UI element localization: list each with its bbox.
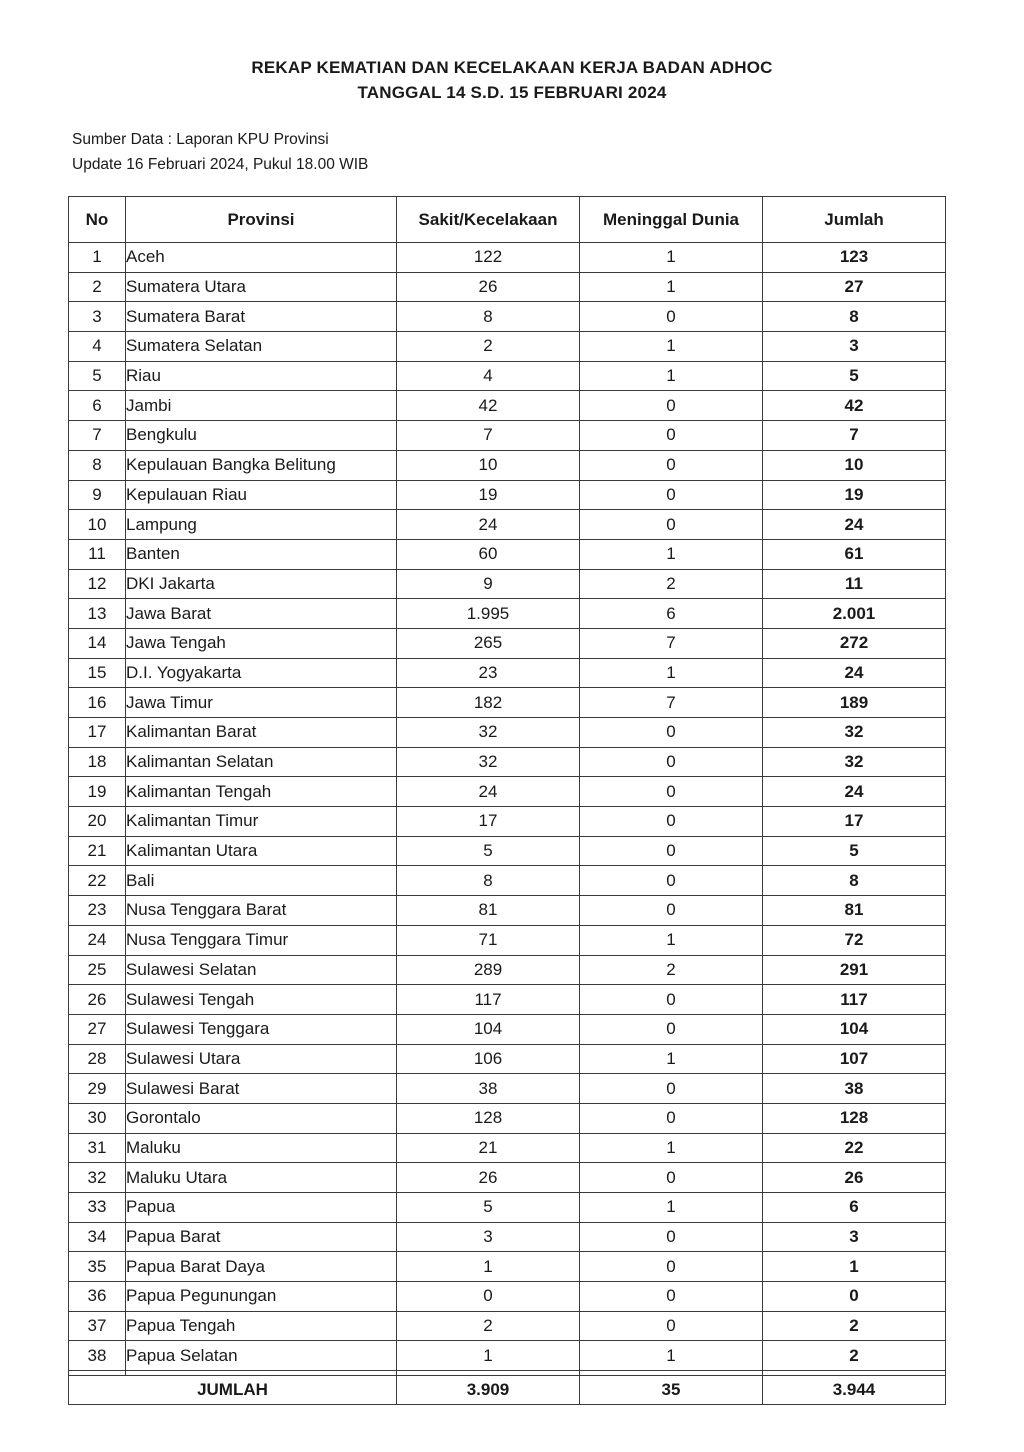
cell-no: 8 [69,450,126,480]
cell-provinsi: Lampung [126,510,397,540]
table-row [69,836,946,866]
cell-jumlah: 42 [763,391,946,421]
cell-provinsi: Jawa Tengah [126,628,397,658]
cell-no: 25 [69,955,126,985]
cell-sakit-kecelakaan: 42 [397,391,580,421]
table-row [69,1282,946,1312]
cell-sakit-kecelakaan: 32 [397,747,580,777]
cell-provinsi: Nusa Tenggara Timur [126,925,397,955]
cell-meninggal-dunia: 0 [580,391,763,421]
cell-sakit-kecelakaan: 5 [397,1193,580,1223]
cell-no: 30 [69,1103,126,1133]
cell-sakit-kecelakaan: 265 [397,628,580,658]
cell-provinsi: DKI Jakarta [126,569,397,599]
cell-jumlah: 291 [763,955,946,985]
cell-jumlah: 2 [763,1341,946,1371]
cell-provinsi: Sulawesi Tenggara [126,1014,397,1044]
table-row [69,510,946,540]
cell-provinsi: Kalimantan Selatan [126,747,397,777]
cell-meninggal-dunia: 0 [580,480,763,510]
document-title-line1: REKAP KEMATIAN DAN KECELAKAAN KERJA BADAN ADHOC [251,58,773,77]
cell-meninggal-dunia: 0 [580,1163,763,1193]
update-note: Update 16 Februari 2024, Pukul 18.00 WIB [72,156,369,173]
cell-provinsi: Papua Barat [126,1222,397,1252]
cell-sakit-kecelakaan: 81 [397,896,580,926]
table-row [69,421,946,451]
cell-sakit-kecelakaan: 32 [397,718,580,748]
cell-no: 38 [69,1341,126,1371]
recap-table [68,196,946,1405]
cell-provinsi: Maluku [126,1133,397,1163]
cell-meninggal-dunia: 0 [580,1074,763,1104]
table-row [69,807,946,837]
cell-provinsi: Papua [126,1193,397,1223]
cell-sakit-kecelakaan: 122 [397,243,580,273]
table-row [69,1252,946,1282]
cell-no: 29 [69,1074,126,1104]
cell-no: 35 [69,1252,126,1282]
cell-meninggal-dunia: 0 [580,718,763,748]
document-title-line2: TANGGAL 14 S.D. 15 FEBRUARI 2024 [357,83,667,102]
total-jumlah: 3.944 [763,1376,946,1405]
table-row [69,391,946,421]
cell-meninggal-dunia: 2 [580,569,763,599]
cell-provinsi: Jawa Timur [126,688,397,718]
cell-no: 33 [69,1193,126,1223]
cell-sakit-kecelakaan: 10 [397,450,580,480]
cell-meninggal-dunia: 0 [580,1014,763,1044]
cell-meninggal-dunia: 0 [580,807,763,837]
table-row [69,658,946,688]
table-row [69,1133,946,1163]
cell-no: 10 [69,510,126,540]
cell-jumlah: 3 [763,332,946,362]
cell-no: 21 [69,836,126,866]
cell-no: 34 [69,1222,126,1252]
cell-provinsi: Sumatera Selatan [126,332,397,362]
source-note: Sumber Data : Laporan KPU Provinsi [72,131,329,148]
cell-jumlah: 24 [763,510,946,540]
table-row [69,599,946,629]
cell-sakit-kecelakaan: 117 [397,985,580,1015]
cell-jumlah: 17 [763,807,946,837]
table-row [69,747,946,777]
cell-jumlah: 2.001 [763,599,946,629]
cell-sakit-kecelakaan: 17 [397,807,580,837]
cell-jumlah: 38 [763,1074,946,1104]
table-row [69,896,946,926]
table-row [69,718,946,748]
cell-sakit-kecelakaan: 2 [397,1311,580,1341]
header-sakit-kecelakaan: Sakit/Kecelakaan [397,197,580,243]
cell-no: 26 [69,985,126,1015]
cell-meninggal-dunia: 0 [580,896,763,926]
cell-sakit-kecelakaan: 2 [397,332,580,362]
cell-no: 14 [69,628,126,658]
cell-jumlah: 5 [763,836,946,866]
cell-meninggal-dunia: 1 [580,1044,763,1074]
cell-sakit-kecelakaan: 104 [397,1014,580,1044]
cell-jumlah: 32 [763,747,946,777]
cell-no: 16 [69,688,126,718]
cell-jumlah: 72 [763,925,946,955]
header-no: No [69,197,126,243]
cell-sakit-kecelakaan: 24 [397,510,580,540]
cell-provinsi: Papua Tengah [126,1311,397,1341]
cell-meninggal-dunia: 0 [580,985,763,1015]
cell-no: 32 [69,1163,126,1193]
cell-provinsi: Banten [126,539,397,569]
cell-provinsi: Jawa Barat [126,599,397,629]
cell-jumlah: 26 [763,1163,946,1193]
cell-no: 12 [69,569,126,599]
cell-jumlah: 189 [763,688,946,718]
cell-sakit-kecelakaan: 8 [397,302,580,332]
table-row [69,1044,946,1074]
cell-sakit-kecelakaan: 60 [397,539,580,569]
cell-provinsi: Papua Pegunungan [126,1282,397,1312]
cell-jumlah: 0 [763,1282,946,1312]
cell-no: 4 [69,332,126,362]
cell-provinsi: Sulawesi Tengah [126,985,397,1015]
table-row [69,243,946,273]
cell-sakit-kecelakaan: 289 [397,955,580,985]
cell-no: 9 [69,480,126,510]
table-row [69,777,946,807]
cell-sakit-kecelakaan: 4 [397,361,580,391]
cell-provinsi: Bali [126,866,397,896]
cell-meninggal-dunia: 1 [580,272,763,302]
header-jumlah: Jumlah [763,197,946,243]
table-row [69,450,946,480]
table-row [69,955,946,985]
cell-provinsi: Sulawesi Selatan [126,955,397,985]
cell-provinsi: Sumatera Barat [126,302,397,332]
cell-meninggal-dunia: 6 [580,599,763,629]
cell-jumlah: 6 [763,1193,946,1223]
cell-sakit-kecelakaan: 24 [397,777,580,807]
cell-sakit-kecelakaan: 71 [397,925,580,955]
cell-jumlah: 7 [763,421,946,451]
header-meninggal-dunia: Meninggal Dunia [580,197,763,243]
table-row [69,628,946,658]
cell-jumlah: 19 [763,480,946,510]
cell-jumlah: 22 [763,1133,946,1163]
cell-jumlah: 128 [763,1103,946,1133]
cell-provinsi: D.I. Yogyakarta [126,658,397,688]
cell-jumlah: 24 [763,658,946,688]
cell-jumlah: 32 [763,718,946,748]
cell-jumlah: 272 [763,628,946,658]
cell-no: 28 [69,1044,126,1074]
cell-provinsi: Gorontalo [126,1103,397,1133]
total-label: JUMLAH [69,1376,397,1405]
cell-jumlah: 117 [763,985,946,1015]
total-sakit: 3.909 [397,1376,580,1405]
cell-sakit-kecelakaan: 8 [397,866,580,896]
cell-provinsi: Aceh [126,243,397,273]
cell-jumlah: 27 [763,272,946,302]
cell-meninggal-dunia: 0 [580,510,763,540]
cell-no: 36 [69,1282,126,1312]
cell-meninggal-dunia: 1 [580,1341,763,1371]
cell-meninggal-dunia: 0 [580,421,763,451]
cell-provinsi: Kalimantan Timur [126,807,397,837]
cell-provinsi: Papua Barat Daya [126,1252,397,1282]
cell-jumlah: 107 [763,1044,946,1074]
cell-no: 31 [69,1133,126,1163]
cell-provinsi: Maluku Utara [126,1163,397,1193]
cell-meninggal-dunia: 0 [580,777,763,807]
cell-provinsi: Jambi [126,391,397,421]
cell-no: 6 [69,391,126,421]
table-row [69,480,946,510]
cell-meninggal-dunia: 0 [580,1252,763,1282]
cell-meninggal-dunia: 7 [580,628,763,658]
cell-provinsi: Kalimantan Utara [126,836,397,866]
cell-meninggal-dunia: 1 [580,539,763,569]
cell-jumlah: 104 [763,1014,946,1044]
table-row [69,1222,946,1252]
cell-meninggal-dunia: 1 [580,658,763,688]
cell-sakit-kecelakaan: 23 [397,658,580,688]
cell-no: 22 [69,866,126,896]
cell-sakit-kecelakaan: 19 [397,480,580,510]
cell-provinsi: Papua Selatan [126,1341,397,1371]
cell-sakit-kecelakaan: 9 [397,569,580,599]
cell-no: 24 [69,925,126,955]
table-row [69,539,946,569]
cell-meninggal-dunia: 0 [580,450,763,480]
cell-meninggal-dunia: 0 [580,747,763,777]
cell-jumlah: 10 [763,450,946,480]
cell-no: 1 [69,243,126,273]
cell-jumlah: 81 [763,896,946,926]
cell-meninggal-dunia: 1 [580,925,763,955]
cell-meninggal-dunia: 0 [580,1222,763,1252]
cell-provinsi: Kepulauan Bangka Belitung [126,450,397,480]
cell-meninggal-dunia: 1 [580,243,763,273]
cell-meninggal-dunia: 0 [580,1311,763,1341]
cell-sakit-kecelakaan: 3 [397,1222,580,1252]
cell-sakit-kecelakaan: 5 [397,836,580,866]
cell-provinsi: Nusa Tenggara Barat [126,896,397,926]
table-row [69,302,946,332]
table-row [69,1311,946,1341]
cell-meninggal-dunia: 0 [580,836,763,866]
table-total-row [69,1376,946,1405]
table-body [69,243,946,1371]
cell-jumlah: 2 [763,1311,946,1341]
cell-sakit-kecelakaan: 0 [397,1282,580,1312]
cell-no: 23 [69,896,126,926]
cell-provinsi: Kalimantan Barat [126,718,397,748]
table-row [69,985,946,1015]
cell-no: 27 [69,1014,126,1044]
cell-meninggal-dunia: 1 [580,1133,763,1163]
cell-meninggal-dunia: 1 [580,1193,763,1223]
cell-no: 2 [69,272,126,302]
cell-provinsi: Bengkulu [126,421,397,451]
cell-sakit-kecelakaan: 7 [397,421,580,451]
table-row [69,361,946,391]
cell-no: 3 [69,302,126,332]
cell-no: 20 [69,807,126,837]
cell-jumlah: 3 [763,1222,946,1252]
table-row [69,272,946,302]
cell-meninggal-dunia: 0 [580,302,763,332]
cell-jumlah: 24 [763,777,946,807]
cell-provinsi: Sulawesi Barat [126,1074,397,1104]
table-row [69,688,946,718]
header-provinsi: Provinsi [126,197,397,243]
cell-sakit-kecelakaan: 26 [397,1163,580,1193]
cell-sakit-kecelakaan: 26 [397,272,580,302]
cell-no: 11 [69,539,126,569]
table-header-row [69,197,946,243]
cell-sakit-kecelakaan: 182 [397,688,580,718]
cell-meninggal-dunia: 2 [580,955,763,985]
cell-no: 5 [69,361,126,391]
cell-jumlah: 1 [763,1252,946,1282]
cell-no: 17 [69,718,126,748]
cell-no: 7 [69,421,126,451]
cell-meninggal-dunia: 0 [580,866,763,896]
cell-meninggal-dunia: 1 [580,332,763,362]
cell-no: 18 [69,747,126,777]
cell-jumlah: 123 [763,243,946,273]
table-row [69,569,946,599]
cell-jumlah: 61 [763,539,946,569]
cell-meninggal-dunia: 7 [580,688,763,718]
cell-provinsi: Kepulauan Riau [126,480,397,510]
cell-jumlah: 5 [763,361,946,391]
cell-jumlah: 11 [763,569,946,599]
cell-no: 13 [69,599,126,629]
table-row [69,925,946,955]
table-row [69,1103,946,1133]
cell-no: 37 [69,1311,126,1341]
total-meninggal: 35 [580,1376,763,1405]
cell-provinsi: Sulawesi Utara [126,1044,397,1074]
cell-provinsi: Kalimantan Tengah [126,777,397,807]
cell-sakit-kecelakaan: 1.995 [397,599,580,629]
cell-sakit-kecelakaan: 106 [397,1044,580,1074]
cell-sakit-kecelakaan: 38 [397,1074,580,1104]
table-row [69,866,946,896]
table-row [69,1341,946,1371]
cell-sakit-kecelakaan: 21 [397,1133,580,1163]
cell-provinsi: Sumatera Utara [126,272,397,302]
cell-jumlah: 8 [763,866,946,896]
cell-jumlah: 8 [763,302,946,332]
cell-meninggal-dunia: 0 [580,1103,763,1133]
cell-provinsi: Riau [126,361,397,391]
cell-no: 19 [69,777,126,807]
table-row [69,1163,946,1193]
cell-no: 15 [69,658,126,688]
cell-sakit-kecelakaan: 128 [397,1103,580,1133]
cell-sakit-kecelakaan: 1 [397,1252,580,1282]
cell-sakit-kecelakaan: 1 [397,1341,580,1371]
table-row [69,1193,946,1223]
table-row [69,1074,946,1104]
table-row [69,1014,946,1044]
cell-meninggal-dunia: 0 [580,1282,763,1312]
cell-meninggal-dunia: 1 [580,361,763,391]
table-row [69,332,946,362]
